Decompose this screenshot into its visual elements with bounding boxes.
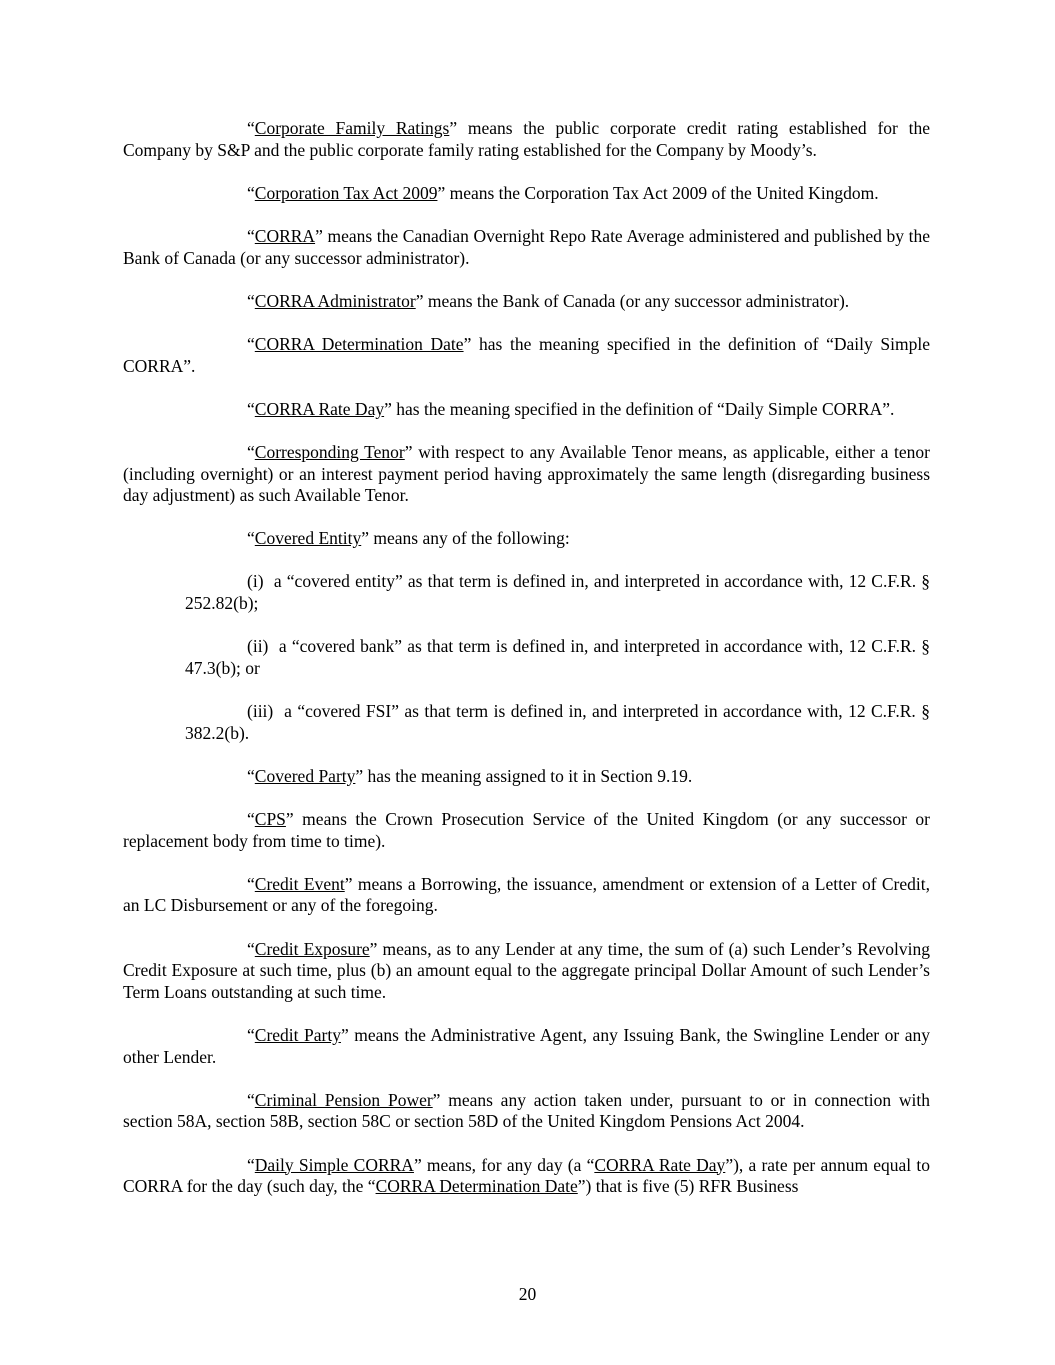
text-run: (iii) a “covered FSI” as that term is defined in, and interpreted in accordance with, 12 C.F.R. § 382.2(b).	[185, 701, 930, 743]
defined-term: Corresponding Tenor	[254, 441, 405, 462]
defined-term: Covered Party	[254, 765, 356, 786]
definition-paragraph	[123, 528, 930, 550]
defined-term: Credit Event	[254, 873, 345, 894]
text-run: “	[247, 290, 255, 311]
definition-paragraph	[123, 766, 930, 788]
definition-clause	[185, 701, 930, 744]
defined-term: Criminal Pension Power	[254, 1089, 433, 1110]
text-run: “	[247, 809, 255, 829]
text-run: (ii) a “covered bank” as that term is defined in, and interpreted in accordance with, 12 C.F.R. § 47.3(b); or	[185, 636, 930, 678]
text-run: ” means, for any day (a “	[413, 1154, 595, 1175]
definition-paragraph	[123, 1155, 930, 1198]
defined-term: Corporate Family Ratings	[254, 118, 450, 138]
definition-clause	[185, 636, 930, 679]
defined-term: CORRA Rate Day	[254, 398, 385, 419]
text-run: “	[247, 333, 255, 354]
text-run: ” means the Corporation Tax Act 2009 of the United Kingdom.	[437, 182, 879, 203]
text-run: ” means any action taken under, pursuant to or in connection with section 58A, section 58B, section 58C or section 58D of the United Kingdom Pensions Act 2004.	[123, 1089, 930, 1132]
defined-term: CORRA Administrator	[254, 290, 416, 311]
text-run: (i) a “covered entity” as that term is defined in, and interpreted in accordance with, 12 C.F.R. § 252.82(b);	[185, 571, 930, 614]
text-run: “	[247, 398, 255, 419]
definition-paragraph	[123, 939, 930, 1004]
definition-paragraph	[123, 183, 930, 205]
text-run: ”) that is five (5) RFR Business	[577, 1176, 799, 1197]
defined-term: Daily Simple CORRA	[254, 1154, 414, 1175]
text-run: ” has the meaning specified in the definition of “Daily Simple CORRA”.	[384, 398, 895, 419]
definition-paragraph	[123, 399, 930, 421]
defined-term: CORRA Rate Day	[594, 1154, 726, 1175]
defined-term: CORRA Determination Date	[254, 333, 464, 354]
definition-paragraph	[123, 1090, 930, 1133]
defined-term: CORRA	[254, 225, 316, 246]
text-run: ” means a Borrowing, the issuance, amendment or extension of a Letter of Credit, an LC Disbursement or any of the foregoing.	[123, 873, 931, 916]
text-run: ” means, as to any Lender at any time, the sum of (a) such Lender’s Revolving Credit Exposure at such time, plus (b) an amount equal to the aggregate principal Dollar Amount of such Lender’s Term Loans outstanding at such time.	[123, 938, 930, 1002]
definition-paragraph	[123, 118, 930, 161]
defined-term: Covered Entity	[254, 528, 362, 549]
text-run: ” means the Crown Prosecution Service of the United Kingdom (or any successor or replacement body from time to time).	[123, 809, 930, 851]
text-run: “	[247, 765, 255, 786]
text-run: “	[247, 1154, 255, 1175]
definition-paragraph	[123, 1025, 930, 1068]
document-body	[123, 118, 930, 1198]
definition-paragraph	[123, 291, 930, 313]
defined-term: CPS	[254, 809, 286, 829]
text-run: “	[247, 441, 255, 462]
definition-paragraph	[123, 334, 930, 377]
definition-paragraph	[123, 809, 930, 852]
definition-paragraph	[123, 874, 930, 917]
defined-term: Credit Party	[254, 1024, 341, 1045]
text-run: ” means the Administrative Agent, any Issuing Bank, the Swingline Lender or any other Lender.	[123, 1024, 930, 1067]
text-run: ” means the public corporate credit rating established for the Company by S&P and the public corporate family rating established for the Company by Moody’s.	[123, 118, 930, 160]
text-run: ” means the Canadian Overnight Repo Rate Average administered and published by the Bank of Canada (or any successor administrator).	[123, 225, 930, 268]
text-run: “	[247, 938, 255, 959]
defined-term: Corporation Tax Act 2009	[254, 182, 438, 203]
text-run: “	[247, 1024, 255, 1045]
definition-paragraph	[123, 226, 930, 269]
text-run: ” with respect to any Available Tenor means, as applicable, either a tenor (including overnight) or an interest payment period having approximately the same length (disregarding business day adjustment) as such Available Tenor.	[123, 441, 930, 506]
text-run: “	[247, 528, 255, 549]
defined-term: CORRA Determination Date	[375, 1176, 578, 1197]
text-run: ” means any of the following:	[361, 528, 570, 549]
defined-term: Credit Exposure	[254, 938, 370, 959]
text-run: “	[247, 118, 255, 138]
text-run: ” means the Bank of Canada (or any successor administrator).	[415, 290, 850, 311]
text-run: “	[247, 873, 255, 894]
text-run: “	[247, 225, 255, 246]
text-run: ” has the meaning specified in the definition of “Daily Simple CORRA”.	[123, 333, 930, 376]
text-run: ”), a rate per annum equal to CORRA for the day (such day, the “	[123, 1154, 930, 1197]
text-run: “	[247, 1089, 255, 1110]
text-run: ” has the meaning assigned to it in Section 9.19.	[355, 765, 693, 786]
text-run: “	[247, 182, 255, 203]
page-number: 20	[518, 1284, 537, 1304]
definition-clause	[185, 571, 930, 614]
definition-paragraph	[123, 442, 930, 507]
